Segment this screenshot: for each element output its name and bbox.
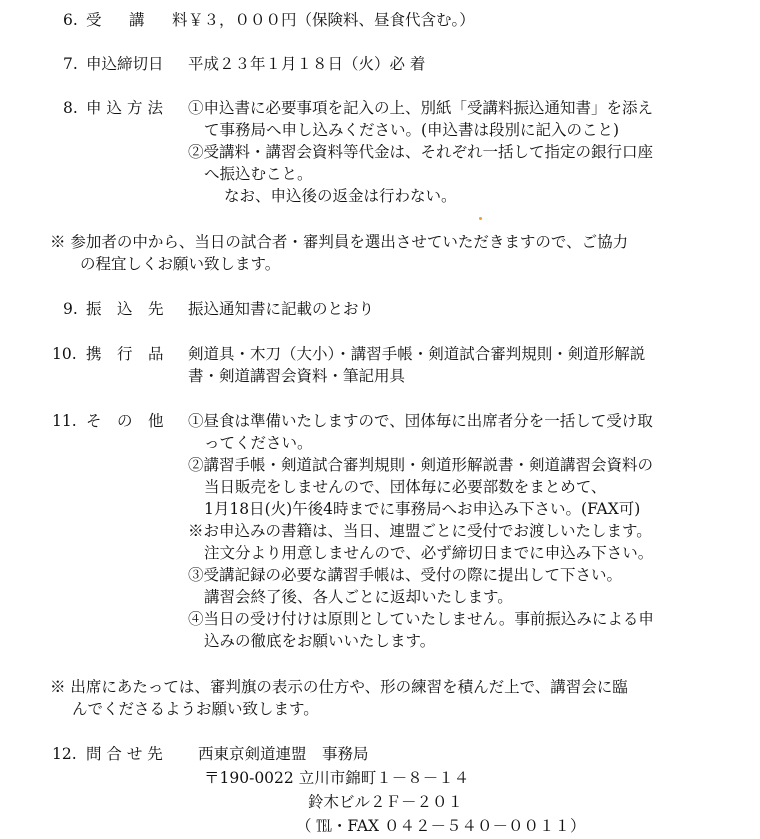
contact-building: 鈴木ビル２Ｆ－２０１: [308, 793, 464, 811]
section-7-label: 申込締切日: [86, 55, 164, 73]
section-7-value: 平成２３年１月１８日（火）必 着: [188, 55, 426, 73]
section-11-number: 11.: [52, 412, 77, 430]
section-8-line: ①申込書に必要事項を記入の上、別紙「受講料振込通知書」を添え: [188, 99, 654, 117]
section-6-value: ￥３，０００円（保険料、昼食代含む。）: [188, 11, 475, 29]
section-11-line: 込みの徹底をお願いいたします。: [204, 632, 436, 650]
section-11-line: 講習会終了後、各人ごとに返却いたします。: [204, 588, 513, 606]
section-8-label: 申込方法: [86, 99, 169, 117]
section-9-value: 振込通知書に記載のとおり: [188, 300, 375, 318]
section-11-line: ④当日の受け付けは原則としていたしません。事前振込みによる申: [188, 610, 654, 628]
section-9-number: 9.: [63, 300, 78, 318]
section-9-label: 振 込 先: [86, 300, 164, 318]
section-8-line: へ振込むこと。: [204, 165, 313, 183]
section-12-number: 12.: [52, 745, 77, 763]
section-11-label: そ の 他: [86, 412, 164, 430]
note-1-line: の程宜しくお願い致します。: [80, 255, 281, 273]
contact-phone: （ ℡・FAX ０４２－５４０－００１１）: [296, 817, 586, 835]
section-8-line: て事務局へ申し込みください。(申込書は段別に記入のこと): [204, 121, 620, 139]
orange-speck: [479, 217, 482, 220]
section-8-number: 8.: [63, 99, 78, 117]
section-8-line: なお、申込後の返金は行わない。: [224, 187, 457, 205]
section-10-line: 書・剣道講習会資料・筆記用具: [188, 367, 406, 385]
section-10-number: 10.: [52, 345, 77, 363]
section-11-line: ってください。: [204, 434, 313, 452]
section-11-line: 注文分より用意しませんので、必ず締切日までに申込み下さい。: [204, 544, 654, 562]
section-11-line: ①昼食は準備いたしますので、団体毎に出席者分を一括して受け取: [188, 412, 653, 430]
section-7-number: 7.: [63, 55, 78, 73]
section-11-line: ②講習手帳・剣道試合審判規則・剣道形解説書・剣道講習会資料の: [188, 456, 654, 474]
section-6-number: 6.: [63, 11, 78, 29]
section-10-line: 剣道具・木刀（大小）・講習手帳・剣道試合審判規則・剣道形解説: [188, 345, 646, 363]
section-11-line: 当日販売をしませんので、団体毎に必要部数をまとめて、: [204, 478, 607, 496]
section-10-label: 携 行 品: [86, 345, 164, 363]
contact-organization: 西東京剣道連盟 事務局: [198, 745, 369, 763]
note-2-line: んでくださるようお願い致します。: [72, 700, 319, 718]
note-2-line: ※ 出席にあたっては、審判旗の表示の仕方や、形の練習を積んだ上で、講習会に臨: [50, 678, 628, 696]
section-11-line: ③受講記録の必要な講習手帳は、受付の際に提出して下さい。: [188, 566, 623, 584]
contact-address: 〒190-0022 立川市錦町１－８－１４: [204, 769, 470, 787]
note-1-line: ※ 参加者の中から、当日の試合者・審判員を選出させていただきますので、ご協力: [50, 233, 629, 251]
section-8-line: ②受講料・講習会資料等代金は、それぞれ一括して指定の銀行口座: [188, 143, 654, 161]
section-6-label: 受 講 料: [86, 11, 194, 29]
section-12-label: 問 合 せ 先: [86, 745, 163, 763]
section-11-line: ※お申込みの書籍は、当日、連盟ごとに受付でお渡しいたします。: [188, 522, 652, 540]
section-11-line: 1月18日(火)午後4時までに事務局へお申込み下さい。(FAX可): [204, 500, 641, 518]
